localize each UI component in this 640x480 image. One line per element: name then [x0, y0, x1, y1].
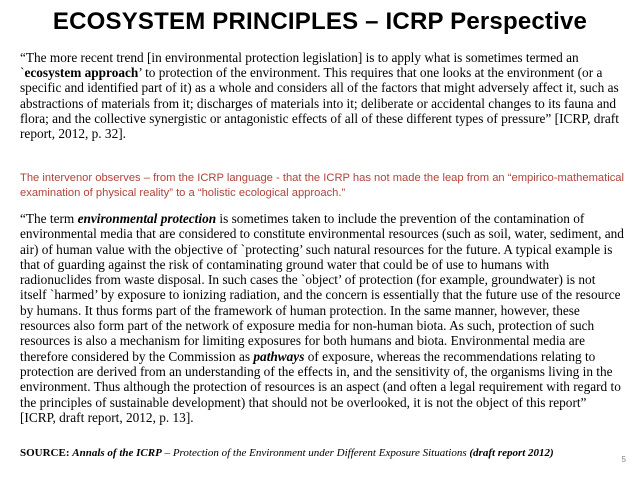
quote1-text-end: ’ to protection of the environment. This requires that one looks at the environment (or a specific and identified part of it) as a whole and considers all of the factors that might adversely affect it, such as abstractions of materials from it; discharges of materials into it; deliberate or accidental changes to its fauna and flora; and the collective synergistic or antagonistic effects of all of these different types of pressure” [ICRP, draft report, 2012, p. 32].: [20, 65, 619, 142]
source-label: SOURCE:: [20, 447, 70, 459]
source-title: – Protection of the Environment under Different Exposure Situations: [161, 447, 470, 459]
quote-environmental-protection: [20, 211, 624, 425]
quote2-text-end: of exposure, whereas the recommendations relating to protection are derived from an understanding of the effects in, and the sensitivity of, the organisms living in the environment. Thus although the protection of resources is an aspect (and often a legal requirement with regard to the principles of sustainable development) that should not be overlooked, it is not the object of this report” [ICRP, draft report, 2012, p. 13].: [20, 348, 621, 425]
quote2-text-start: “The term: [20, 211, 78, 226]
page-number: 5: [621, 455, 626, 464]
quote1-text-start: “The more recent trend [in environmental protection legislation] is to apply what is sometimes termed an `: [20, 50, 579, 81]
quote-ecosystem-approach: [20, 50, 624, 141]
source-draft: (draft report 2012): [469, 447, 554, 459]
quote2-emphasis-pathways: pathways: [253, 348, 305, 364]
quote2-emphasis-environmental-protection: environmental protection: [77, 211, 217, 226]
quote2-text-middle: is sometimes taken to include the prevention of the contamination of environmental media that are considered to constitute environmental resources (such as soil, water, sediment, and air) of human value with the objective of `protecting’ such natural resources for the future. A typical example is that of guarding against the risk of contaminating ground water that could be of use to humans with radionuclides from waste disposal. In such cases the `object’ of protection (for example, groundwater) is not itself `harmed’ by exposure to ionizing radiation, and the concern is essentially that the future use of the resource by humans. It thus forms part of the framework of human protection. In the same manner, however, these resources also form part of the network of exposure media for non-human biota. As such, protection of such resources is also a mechanism for limiting exposures for both humans and biota. Environmental media are therefore considered by the Commission as: [20, 211, 624, 364]
quote1-emphasis: ecosystem approach: [24, 65, 139, 81]
source-citation: [20, 447, 630, 460]
source-publication: Annals of the ICRP: [72, 447, 162, 459]
intervenor-note: The intervenor observes – from the ICRP language - that the ICRP has not made the leap from an “empirico-mathematical examination of physical reality” to a “holistic ecological approach.”: [20, 172, 625, 199]
slide-title: ECOSYSTEM PRINCIPLES – ICRP Perspective: [52, 8, 588, 35]
